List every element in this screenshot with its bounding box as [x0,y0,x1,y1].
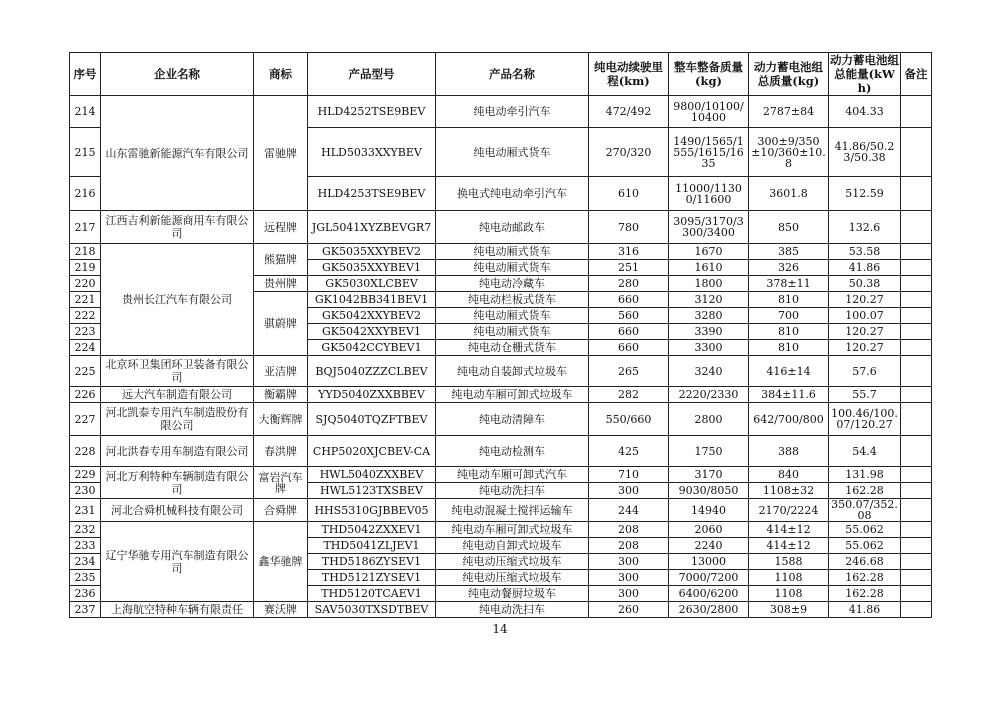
cell-brand: 骐蔚牌 [254,292,308,356]
header-curb: 整车整备质量(kg) [669,53,749,96]
cell-curb: 1670 [669,244,749,260]
cell-range: 260 [589,602,669,618]
cell-batt-mass: 810 [749,292,829,308]
table-row [70,602,932,618]
cell-seq: 236 [70,586,101,602]
cell-name: 纯电动餐厨垃圾车 [436,586,589,602]
cell-model: HLD5033XXYBEV [308,128,436,177]
cell-batt-energy: 55.062 [829,522,901,538]
cell-remark [901,128,932,177]
cell-batt-mass: 810 [749,324,829,340]
cell-batt-energy: 350.07/352.08 [829,499,901,522]
cell-curb: 6400/6200 [669,586,749,602]
cell-model: THD5186ZYSEV1 [308,554,436,570]
cell-model: JGL5041XYZBEVGR7 [308,211,436,244]
cell-remark [901,276,932,292]
cell-remark [901,403,932,436]
cell-range: 300 [589,586,669,602]
cell-range: 425 [589,436,669,467]
cell-company: 河北合舜机械科技有限公司 [101,499,254,522]
cell-remark [901,467,932,483]
cell-batt-mass: 308±9 [749,602,829,618]
cell-batt-mass: 388 [749,436,829,467]
cell-brand: 合舜牌 [254,499,308,522]
cell-batt-mass: 378±11 [749,276,829,292]
cell-range: 300 [589,483,669,499]
cell-batt-mass: 414±12 [749,522,829,538]
cell-seq: 226 [70,387,101,403]
cell-curb: 3095/3170/3300/3400 [669,211,749,244]
cell-brand: 春洪牌 [254,436,308,467]
table-row [70,96,932,128]
cell-curb: 2060 [669,522,749,538]
cell-name: 纯电动洗扫车 [436,602,589,618]
cell-batt-mass: 326 [749,260,829,276]
cell-batt-mass: 700 [749,308,829,324]
cell-remark [901,96,932,128]
cell-range: 270/320 [589,128,669,177]
cell-seq: 218 [70,244,101,260]
cell-batt-energy: 41.86 [829,602,901,618]
cell-range: 208 [589,538,669,554]
cell-batt-mass: 1108 [749,570,829,586]
cell-remark [901,602,932,618]
cell-remark [901,356,932,387]
cell-brand: 亚洁牌 [254,356,308,387]
cell-batt-mass: 2170/2224 [749,499,829,522]
cell-model: HWL5040ZXXBEV [308,467,436,483]
cell-batt-mass: 384±11.6 [749,387,829,403]
cell-batt-mass: 414±12 [749,538,829,554]
cell-curb: 1750 [669,436,749,467]
cell-batt-energy: 55.062 [829,538,901,554]
cell-batt-energy: 41.86 [829,260,901,276]
header-batt-energy: 动力蓄电池组总能量(kWh) [830,53,899,95]
cell-range: 660 [589,292,669,308]
cell-name: 纯电动压缩式垃圾车 [436,570,589,586]
header-range: 纯电动续驶里程(km) [589,53,669,96]
cell-batt-mass: 300±9/350±10/360±10.8 [749,128,829,177]
cell-batt-energy: 131.98 [829,467,901,483]
cell-model: THD5121ZYSEV1 [308,570,436,586]
cell-remark [901,244,932,260]
cell-curb: 3280 [669,308,749,324]
cell-batt-mass: 850 [749,211,829,244]
cell-name: 纯电动自卸式垃圾车 [436,538,589,554]
cell-model: GK5035XXYBEV1 [308,260,436,276]
cell-curb: 13000 [669,554,749,570]
cell-brand: 远程牌 [254,211,308,244]
cell-curb: 1490/1565/1555/1615/1635 [669,128,749,177]
cell-range: 780 [589,211,669,244]
cell-curb: 7000/7200 [669,570,749,586]
cell-model: THD5041ZLJEV1 [308,538,436,554]
cell-batt-energy: 54.4 [829,436,901,467]
cell-batt-mass: 416±14 [749,356,829,387]
cell-remark [901,260,932,276]
cell-seq: 222 [70,308,101,324]
cell-seq: 217 [70,211,101,244]
cell-name: 纯电动检测车 [436,436,589,467]
cell-company: 远大汽车制造有限公司 [101,387,254,403]
cell-batt-energy: 162.28 [829,483,901,499]
cell-remark [901,570,932,586]
cell-curb: 11000/11300/11600 [669,177,749,211]
cell-name: 纯电动厢式货车 [436,324,589,340]
header-brand: 商标 [254,53,308,96]
cell-seq: 215 [70,128,101,177]
cell-curb: 9030/8050 [669,483,749,499]
table-row [70,403,932,436]
cell-name: 纯电动清障车 [436,403,589,436]
cell-model: THD5042ZXXEV1 [308,522,436,538]
cell-curb: 14940 [669,499,749,522]
cell-brand: 熊猫牌 [254,244,308,276]
cell-name: 纯电动厢式货车 [436,128,589,177]
cell-curb: 3120 [669,292,749,308]
cell-name: 纯电动车厢可卸式垃圾车 [436,387,589,403]
page-number: 14 [492,622,508,636]
cell-curb: 3240 [669,356,749,387]
header-batt-mass: 动力蓄电池组总质量(kg) [749,53,829,96]
cell-name: 纯电动车厢可卸式垃圾车 [436,522,589,538]
cell-brand: 鑫华驰牌 [254,522,308,602]
cell-batt-energy: 246.68 [829,554,901,570]
cell-seq: 224 [70,340,101,356]
cell-name: 纯电动栏板式货车 [436,292,589,308]
cell-batt-mass: 1588 [749,554,829,570]
cell-model: SJQ5040TQZFTBEV [308,403,436,436]
cell-remark [901,292,932,308]
cell-range: 316 [589,244,669,260]
header-model: 产品型号 [308,53,436,96]
cell-batt-energy: 404.33 [829,96,901,128]
header-remark: 备注 [901,53,932,96]
cell-company: 河北凯泰专用汽车制造股份有限公司 [101,403,254,436]
cell-remark [901,177,932,211]
cell-name: 纯电动牵引汽车 [436,96,589,128]
cell-batt-mass: 1108 [749,586,829,602]
cell-range: 282 [589,387,669,403]
cell-curb: 1800 [669,276,749,292]
table-row [70,436,932,467]
cell-batt-energy: 50.38 [829,276,901,292]
table-row [70,211,932,244]
table-row [70,522,932,538]
cell-model: HWL5123TXSBEV [308,483,436,499]
header-name: 产品名称 [436,53,589,96]
cell-seq: 221 [70,292,101,308]
cell-seq: 223 [70,324,101,340]
cell-batt-energy: 120.27 [829,340,901,356]
cell-company: 山东雷驰新能源汽车有限公司 [101,96,254,211]
cell-range: 300 [589,570,669,586]
cell-name: 纯电动冷藏车 [436,276,589,292]
cell-model: BQJ5040ZZZCLBEV [308,356,436,387]
cell-brand: 富岩汽车牌 [254,467,308,499]
cell-seq: 225 [70,356,101,387]
cell-range: 265 [589,356,669,387]
cell-batt-energy: 162.28 [829,570,901,586]
cell-batt-energy: 132.6 [829,211,901,244]
cell-curb: 9800/10100/10400 [669,96,749,128]
cell-batt-mass: 840 [749,467,829,483]
cell-curb: 2240 [669,538,749,554]
cell-model: THD5120TCAEV1 [308,586,436,602]
vehicle-catalog-table [69,52,932,618]
cell-batt-mass: 810 [749,340,829,356]
cell-range: 280 [589,276,669,292]
table-row [70,499,932,522]
cell-range: 300 [589,554,669,570]
cell-batt-mass: 3601.8 [749,177,829,211]
cell-curb: 3390 [669,324,749,340]
cell-name: 纯电动混凝土搅拌运输车 [436,499,589,522]
cell-company: 贵州长江汽车有限公司 [101,244,254,356]
table-row [70,356,932,387]
table-row [70,467,932,483]
cell-seq: 237 [70,602,101,618]
header-row [70,53,932,96]
cell-batt-mass: 642/700/800 [749,403,829,436]
cell-range: 244 [589,499,669,522]
cell-curb: 1610 [669,260,749,276]
cell-model: GK5042XXYBEV2 [308,308,436,324]
cell-batt-energy: 100.46/100.07/120.27 [829,403,901,436]
cell-batt-energy: 53.58 [829,244,901,260]
cell-model: GK5035XXYBEV2 [308,244,436,260]
cell-brand: 衡霸牌 [254,387,308,403]
cell-remark [901,308,932,324]
cell-seq: 216 [70,177,101,211]
cell-name: 纯电动厢式货车 [436,244,589,260]
cell-company: 河北万利特种车辆制造有限公司 [101,467,254,499]
cell-batt-energy: 512.59 [829,177,901,211]
cell-brand: 大衡辉牌 [254,403,308,436]
cell-range: 610 [589,177,669,211]
cell-company: 上海航空特种车辆有限责任 [101,602,254,618]
cell-curb: 2800 [669,403,749,436]
cell-model: YYD5040ZXXBBEV [308,387,436,403]
cell-seq: 219 [70,260,101,276]
cell-range: 550/660 [589,403,669,436]
cell-remark [901,340,932,356]
cell-model: HLD4253TSE9BEV [308,177,436,211]
cell-seq: 229 [70,467,101,483]
cell-remark [901,211,932,244]
cell-name: 纯电动压缩式垃圾车 [436,554,589,570]
cell-name: 纯电动厢式货车 [436,308,589,324]
cell-seq: 233 [70,538,101,554]
cell-model: GK1042BB341BEV1 [308,292,436,308]
cell-batt-mass: 2787±84 [749,96,829,128]
cell-batt-mass: 1108±32 [749,483,829,499]
cell-batt-energy: 57.6 [829,356,901,387]
cell-range: 251 [589,260,669,276]
cell-name: 纯电动洗扫车 [436,483,589,499]
cell-model: GK5042XXYBEV1 [308,324,436,340]
cell-model: GK5042CCYBEV1 [308,340,436,356]
cell-name: 纯电动车厢可卸式汽车 [436,467,589,483]
cell-range: 660 [589,324,669,340]
cell-batt-energy: 41.86/50.23/50.38 [829,128,901,177]
cell-range: 208 [589,522,669,538]
cell-model: HLD4252TSE9BEV [308,96,436,128]
cell-remark [901,538,932,554]
cell-batt-energy: 120.27 [829,292,901,308]
cell-seq: 235 [70,570,101,586]
cell-batt-energy: 55.7 [829,387,901,403]
cell-seq: 231 [70,499,101,522]
cell-company: 北京环卫集团环卫装备有限公司 [101,356,254,387]
cell-seq: 232 [70,522,101,538]
cell-model: GK5030XLCBEV [308,276,436,292]
cell-range: 660 [589,340,669,356]
cell-remark [901,554,932,570]
cell-batt-mass: 385 [749,244,829,260]
cell-batt-energy: 162.28 [829,586,901,602]
cell-curb: 3170 [669,467,749,483]
cell-company: 江西吉利新能源商用车有限公司 [101,211,254,244]
cell-curb: 3300 [669,340,749,356]
cell-remark [901,436,932,467]
cell-remark [901,499,932,522]
cell-remark [901,387,932,403]
cell-model: HHS5310GJBBEV05 [308,499,436,522]
cell-name: 换电式纯电动牵引汽车 [436,177,589,211]
cell-range: 472/492 [589,96,669,128]
cell-remark [901,324,932,340]
cell-seq: 228 [70,436,101,467]
cell-model: CHP5020XJCBEV-CA [308,436,436,467]
cell-name: 纯电动仓栅式货车 [436,340,589,356]
cell-company: 河北洪春专用车制造有限公司 [101,436,254,467]
cell-seq: 220 [70,276,101,292]
header-seq: 序号 [70,53,101,96]
table-row [70,244,932,260]
cell-curb: 2220/2330 [669,387,749,403]
cell-model: SAV5030TXSDTBEV [308,602,436,618]
cell-seq: 214 [70,96,101,128]
cell-name: 纯电动邮政车 [436,211,589,244]
table-row [70,387,932,403]
cell-brand: 贵州牌 [254,276,308,292]
cell-batt-energy: 100.07 [829,308,901,324]
cell-seq: 227 [70,403,101,436]
cell-remark [901,483,932,499]
cell-seq: 230 [70,483,101,499]
cell-range: 560 [589,308,669,324]
cell-remark [901,586,932,602]
header-company: 企业名称 [101,53,254,96]
cell-seq: 234 [70,554,101,570]
cell-range: 710 [589,467,669,483]
cell-batt-energy: 120.27 [829,324,901,340]
cell-remark [901,522,932,538]
cell-brand: 赛沃牌 [254,602,308,618]
cell-name: 纯电动自装卸式垃圾车 [436,356,589,387]
cell-name: 纯电动厢式货车 [436,260,589,276]
cell-curb: 2630/2800 [669,602,749,618]
cell-brand: 雷驰牌 [254,96,308,211]
cell-company: 辽宁华驰专用汽车制造有限公司 [101,522,254,602]
